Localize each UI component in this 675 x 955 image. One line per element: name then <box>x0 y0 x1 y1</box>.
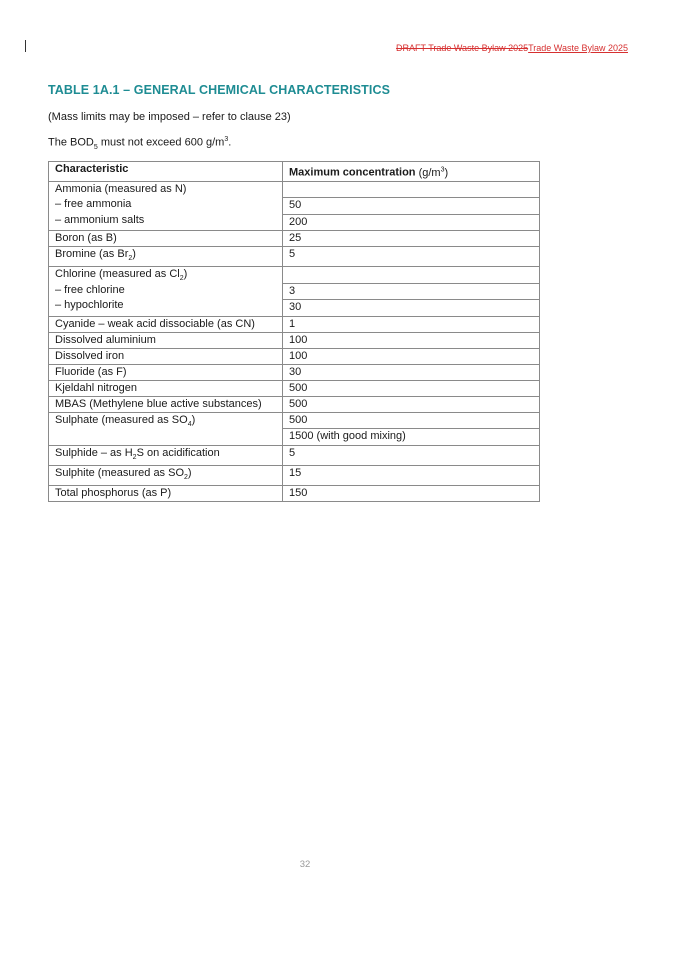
bod-statement <box>48 136 231 151</box>
chemical-characteristics-table <box>48 161 540 502</box>
cell-characteristic: Total phosphorus (as P) <box>49 486 283 502</box>
header-unit-post: ) <box>444 166 449 179</box>
chlorine-sub: 2 <box>179 275 184 283</box>
cell-characteristic: Dissolved aluminium <box>49 332 283 348</box>
cell-characteristic <box>49 247 283 267</box>
chlorine-value-3: 30 <box>289 301 302 314</box>
table-row-sulphite <box>49 466 540 486</box>
cell-characteristic <box>49 466 283 486</box>
cell-value: 100 <box>283 348 540 364</box>
header-max-label: Maximum concentration <box>289 166 416 179</box>
chlorine-line-2: – free chlorine <box>55 283 125 296</box>
cell-value: 500 <box>283 380 540 396</box>
cell-value: 1 <box>283 316 540 332</box>
chlorine-value-1 <box>283 267 539 284</box>
table-row-kjeldahl <box>49 380 540 396</box>
table-row-phosphorus <box>49 486 540 502</box>
cell-value: 25 <box>283 231 540 247</box>
ammonia-value-1 <box>283 182 539 199</box>
cell-characteristic <box>49 445 283 465</box>
sulphate-pre: Sulphate (measured as SO <box>55 413 188 426</box>
change-bar <box>25 40 26 52</box>
cell-characteristic: Kjeldahl nitrogen <box>49 380 283 396</box>
header-unit <box>416 167 449 179</box>
header-unit-pre: (g/m <box>415 166 441 179</box>
table-row-aluminium <box>49 332 540 348</box>
header-unit-sup: 3 <box>440 166 445 173</box>
cell-value <box>283 267 540 317</box>
sulphate-post: ) <box>191 413 196 426</box>
ammonia-value-2: 50 <box>283 198 539 215</box>
bod-mid: must not exceed 600 g/m <box>97 136 225 149</box>
chlorine-line-1 <box>55 267 276 283</box>
ammonia-value-3: 200 <box>289 215 308 228</box>
sulphite-sub: 2 <box>184 474 188 482</box>
table-row-chlorine <box>49 267 540 317</box>
header-characteristic: Characteristic <box>49 162 283 182</box>
cell-value: 5 <box>283 445 540 465</box>
header-inserted-text: Trade Waste Bylaw 2025 <box>528 43 628 53</box>
sulphite-pre: Sulphite (measured as SO <box>55 467 185 480</box>
sulphate-sub: 4 <box>187 421 192 429</box>
cell-characteristic: Fluoride (as F) <box>49 364 283 380</box>
ammonia-line-2: – free ammonia <box>55 198 132 211</box>
cell-characteristic <box>49 412 283 445</box>
bromine-pre: Bromine (as Br <box>55 248 129 261</box>
page-number: 32 <box>299 859 311 870</box>
sulphide-sub: 2 <box>132 454 137 462</box>
cell-characteristic <box>49 181 283 231</box>
header-max-concentration <box>283 162 540 182</box>
cell-characteristic <box>49 267 283 317</box>
cell-characteristic: Dissolved iron <box>49 348 283 364</box>
cell-value: 30 <box>283 364 540 380</box>
table-title: TABLE 1A.1 – GENERAL CHEMICAL CHARACTERISTICS <box>48 83 391 97</box>
chlorine-line-3: – hypochlorite <box>55 299 124 312</box>
bod-sup: 3 <box>224 136 229 143</box>
mass-limits-note: (Mass limits may be imposed – refer to clause 23) <box>48 111 291 123</box>
bod-prefix: The BOD <box>48 136 94 149</box>
table-row-sulphide <box>49 445 540 465</box>
cell-value: 150 <box>283 486 540 502</box>
cell-value <box>283 412 540 445</box>
bod-end: . <box>228 136 232 149</box>
cell-characteristic: MBAS (Methylene blue active substances) <box>49 396 283 412</box>
bromine-post: ) <box>132 248 136 261</box>
table-row-boron <box>49 231 540 247</box>
cell-value <box>283 181 540 231</box>
cell-characteristic: Cyanide – weak acid dissociable (as CN) <box>49 316 283 332</box>
sulphate-value-2: 1500 (with good mixing) <box>289 430 406 443</box>
sulphide-pre: Sulphide – as H <box>55 446 133 459</box>
chlorine-value-2: 3 <box>283 284 539 301</box>
bod-sub: 5 <box>93 143 98 151</box>
cell-characteristic: Boron (as B) <box>49 231 283 247</box>
cell-value: 500 <box>283 396 540 412</box>
table-row-iron <box>49 348 540 364</box>
chlorine-pre: Chlorine (measured as Cl <box>55 268 180 281</box>
bromine-sub: 2 <box>128 255 133 263</box>
cell-value: 100 <box>283 332 540 348</box>
table-row-sulphate <box>49 412 540 445</box>
sulphite-post: ) <box>187 467 192 480</box>
cell-value: 5 <box>283 247 540 267</box>
running-header <box>396 43 628 53</box>
ammonia-line-3: – ammonium salts <box>55 213 145 226</box>
ammonia-line-1: Ammonia (measured as N) <box>55 182 187 195</box>
cell-value: 15 <box>283 466 540 486</box>
table-row-mbas <box>49 396 540 412</box>
table-row-cyanide <box>49 316 540 332</box>
chlorine-post: ) <box>183 268 188 281</box>
table-row-ammonia <box>49 181 540 231</box>
sulphate-value-1: 500 <box>283 413 539 430</box>
table-row-bromine <box>49 247 540 267</box>
table-header-row <box>49 162 540 182</box>
sulphide-post: S on acidification <box>136 446 220 459</box>
table-row-fluoride <box>49 364 540 380</box>
header-deleted-text: DRAFT Trade Waste Bylaw 2025 <box>396 43 529 53</box>
